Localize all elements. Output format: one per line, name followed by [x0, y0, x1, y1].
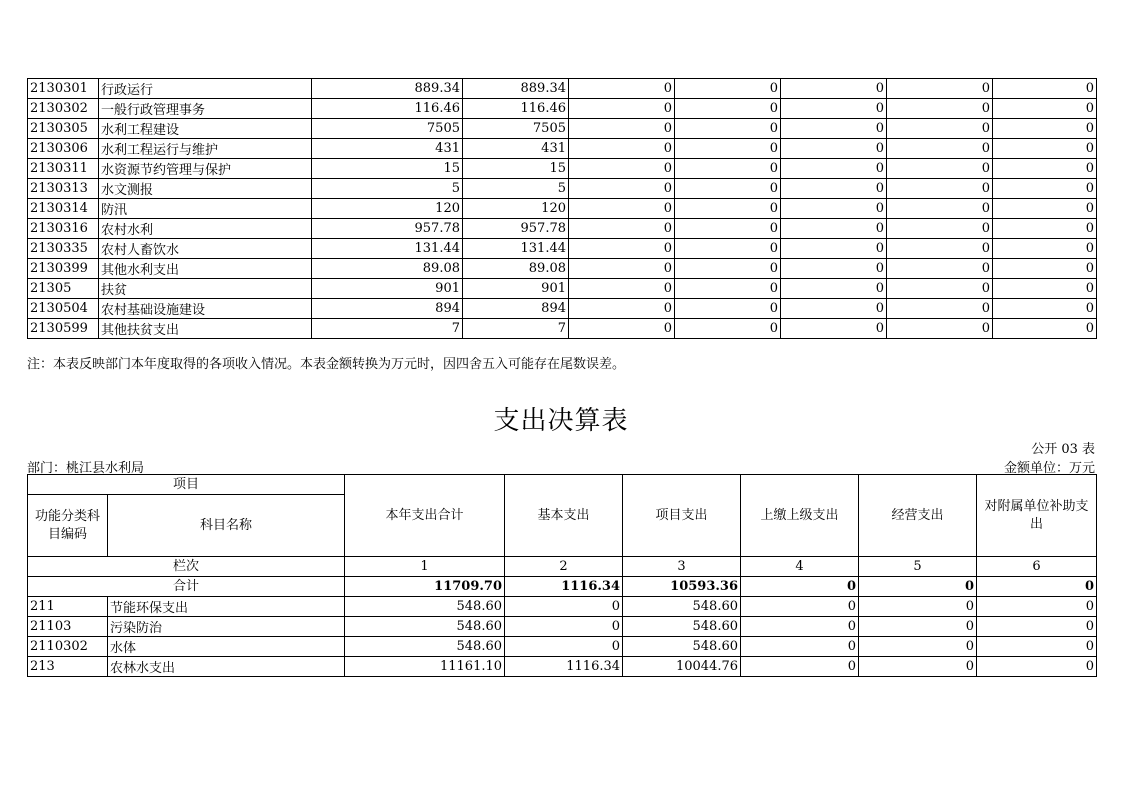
row-value: 0: [993, 79, 1097, 99]
row-code: 2130313: [28, 179, 99, 199]
table-row: [28, 179, 1097, 199]
row-value: 0: [675, 79, 781, 99]
row-value: 131.44: [312, 239, 463, 259]
row-value: 0: [887, 139, 993, 159]
row-code: 2130311: [28, 159, 99, 179]
column-number: 6: [977, 557, 1097, 577]
row-value: 0: [859, 637, 977, 657]
row-value: 548.60: [623, 597, 741, 617]
row-value: 0: [887, 279, 993, 299]
header-code: 功能分类科目编码: [28, 495, 108, 557]
total-row: [28, 577, 1097, 597]
row-value: 0: [993, 139, 1097, 159]
row-value: 0: [569, 299, 675, 319]
row-name: 防汛: [99, 199, 312, 219]
table-row: [28, 239, 1097, 259]
row-code: 2130302: [28, 99, 99, 119]
row-value: 894: [463, 299, 569, 319]
row-value: 0: [569, 279, 675, 299]
row-value: 0: [675, 239, 781, 259]
table-row: [28, 597, 1097, 617]
row-value: 0: [887, 319, 993, 339]
row-value: 0: [505, 637, 623, 657]
row-value: 0: [505, 597, 623, 617]
row-value: 10044.76: [623, 657, 741, 677]
row-value: 0: [977, 597, 1097, 617]
row-value: 0: [675, 259, 781, 279]
row-value: 116.46: [312, 99, 463, 119]
total-value: 0: [741, 577, 859, 597]
row-value: 0: [569, 259, 675, 279]
row-code: 2110302: [28, 637, 108, 657]
column-number: 5: [859, 557, 977, 577]
table-row: [28, 299, 1097, 319]
row-value: 0: [741, 597, 859, 617]
row-value: 0: [887, 99, 993, 119]
row-value: 0: [569, 79, 675, 99]
row-name: 节能环保支出: [108, 597, 345, 617]
total-value: 0: [859, 577, 977, 597]
row-value: 957.78: [312, 219, 463, 239]
row-value: 7505: [312, 119, 463, 139]
row-value: 0: [887, 119, 993, 139]
row-value: 431: [312, 139, 463, 159]
table-row: [28, 199, 1097, 219]
row-value: 116.46: [463, 99, 569, 119]
row-code: 2130305: [28, 119, 99, 139]
header-basic: 基本支出: [505, 475, 623, 557]
header-project-expense: 项目支出: [623, 475, 741, 557]
expense-table: [27, 474, 1097, 677]
row-value: 894: [312, 299, 463, 319]
total-value: 10593.36: [623, 577, 741, 597]
row-value: 0: [569, 179, 675, 199]
row-value: 889.34: [463, 79, 569, 99]
header-upper: 上缴上级支出: [741, 475, 859, 557]
expense-table-body: [28, 475, 1097, 677]
column-number: 1: [345, 557, 505, 577]
row-value: 548.60: [345, 597, 505, 617]
row-value: 0: [781, 159, 887, 179]
row-code: 2130316: [28, 219, 99, 239]
row-value: 15: [463, 159, 569, 179]
row-value: 89.08: [463, 259, 569, 279]
row-value: 0: [977, 617, 1097, 637]
row-value: 901: [463, 279, 569, 299]
department-label: 部门：桃江县水利局: [27, 461, 145, 476]
row-value: 0: [887, 179, 993, 199]
table-row: [28, 119, 1097, 139]
table-number: 公开 03 表: [1031, 442, 1095, 457]
row-value: 0: [781, 179, 887, 199]
row-value: 0: [569, 239, 675, 259]
row-value: 889.34: [312, 79, 463, 99]
row-value: 0: [675, 159, 781, 179]
row-value: 0: [859, 617, 977, 637]
row-value: 0: [675, 199, 781, 219]
row-code: 2130306: [28, 139, 99, 159]
column-number: 2: [505, 557, 623, 577]
row-code: 2130599: [28, 319, 99, 339]
row-value: 0: [569, 99, 675, 119]
row-code: 21103: [28, 617, 108, 637]
header-project: 项目: [28, 475, 345, 495]
column-number: 3: [623, 557, 741, 577]
row-value: 7: [312, 319, 463, 339]
row-value: 0: [993, 319, 1097, 339]
row-value: 131.44: [463, 239, 569, 259]
table-row: [28, 279, 1097, 299]
total-value: 0: [977, 577, 1097, 597]
row-value: 0: [505, 617, 623, 637]
table-row: [28, 617, 1097, 637]
row-value: 0: [569, 319, 675, 339]
row-name: 污染防治: [108, 617, 345, 637]
table-row: [28, 79, 1097, 99]
row-code: 2130399: [28, 259, 99, 279]
row-code: 213: [28, 657, 108, 677]
row-name: 农村基础设施建设: [99, 299, 312, 319]
row-value: 0: [675, 299, 781, 319]
table-row: [28, 319, 1097, 339]
income-table: [27, 78, 1097, 339]
row-value: 0: [887, 79, 993, 99]
row-name: 水利工程运行与维护: [99, 139, 312, 159]
row-value: 0: [781, 199, 887, 219]
table-row: [28, 657, 1097, 677]
row-name: 水资源节约管理与保护: [99, 159, 312, 179]
row-value: 1116.34: [505, 657, 623, 677]
row-value: 0: [993, 119, 1097, 139]
row-value: 0: [887, 199, 993, 219]
row-name: 农林水支出: [108, 657, 345, 677]
row-value: 5: [463, 179, 569, 199]
row-value: 0: [977, 637, 1097, 657]
row-value: 11161.10: [345, 657, 505, 677]
unit-label: 金额单位：万元: [1003, 461, 1095, 476]
table-row: [28, 637, 1097, 657]
row-value: 957.78: [463, 219, 569, 239]
row-value: 89.08: [312, 259, 463, 279]
row-value: 0: [887, 299, 993, 319]
row-value: 0: [781, 79, 887, 99]
row-value: 0: [569, 219, 675, 239]
row-value: 7505: [463, 119, 569, 139]
row-value: 0: [741, 657, 859, 677]
row-value: 0: [993, 159, 1097, 179]
row-name: 农村人畜饮水: [99, 239, 312, 259]
row-value: 15: [312, 159, 463, 179]
row-value: 0: [781, 219, 887, 239]
row-code: 2130314: [28, 199, 99, 219]
row-name: 水体: [108, 637, 345, 657]
row-value: 0: [781, 299, 887, 319]
total-value: 1116.34: [505, 577, 623, 597]
row-value: 0: [675, 99, 781, 119]
row-value: 0: [675, 279, 781, 299]
row-value: 0: [741, 637, 859, 657]
row-value: 0: [569, 159, 675, 179]
row-value: 901: [312, 279, 463, 299]
header-business: 经营支出: [859, 475, 977, 557]
row-value: 120: [463, 199, 569, 219]
row-value: 431: [463, 139, 569, 159]
row-value: 0: [993, 199, 1097, 219]
row-value: 0: [781, 139, 887, 159]
table-row: [28, 259, 1097, 279]
column-row-label: 栏次: [28, 557, 345, 577]
table-row: [28, 219, 1097, 239]
total-label: 合计: [28, 577, 345, 597]
row-value: 0: [781, 319, 887, 339]
row-code: 2130335: [28, 239, 99, 259]
header-row: [28, 475, 1097, 495]
row-code: 2130504: [28, 299, 99, 319]
row-value: 0: [887, 159, 993, 179]
table-note: 注：本表反映部门本年度取得的各项收入情况。本表金额转换为万元时，因四舍五入可能存在尾数误差。: [27, 357, 626, 372]
row-name: 其他水利支出: [99, 259, 312, 279]
column-number-row: [28, 557, 1097, 577]
row-value: 0: [993, 299, 1097, 319]
row-value: 0: [993, 239, 1097, 259]
total-value: 11709.70: [345, 577, 505, 597]
table-row: [28, 159, 1097, 179]
row-value: 548.60: [623, 637, 741, 657]
row-value: 5: [312, 179, 463, 199]
row-name: 水文测报: [99, 179, 312, 199]
row-value: 0: [781, 119, 887, 139]
row-value: 0: [569, 139, 675, 159]
row-value: 0: [741, 617, 859, 637]
row-value: 0: [781, 259, 887, 279]
row-code: 2130301: [28, 79, 99, 99]
header-subject: 科目名称: [108, 495, 345, 557]
row-value: 548.60: [345, 637, 505, 657]
row-value: 0: [993, 99, 1097, 119]
row-name: 扶贫: [99, 279, 312, 299]
row-value: 0: [569, 199, 675, 219]
header-total: 本年支出合计: [345, 475, 505, 557]
row-value: 0: [887, 259, 993, 279]
row-value: 0: [993, 279, 1097, 299]
income-table-body: [28, 79, 1097, 339]
row-value: 0: [859, 597, 977, 617]
row-value: 0: [781, 279, 887, 299]
row-value: 0: [675, 119, 781, 139]
column-number: 4: [741, 557, 859, 577]
row-code: 21305: [28, 279, 99, 299]
row-value: 120: [312, 199, 463, 219]
row-value: 0: [781, 99, 887, 119]
row-name: 行政运行: [99, 79, 312, 99]
table-row: [28, 139, 1097, 159]
row-value: 548.60: [345, 617, 505, 637]
row-value: 0: [675, 319, 781, 339]
page-title: 支出决算表: [493, 406, 629, 436]
row-value: 0: [675, 219, 781, 239]
row-name: 其他扶贫支出: [99, 319, 312, 339]
row-value: 0: [887, 239, 993, 259]
row-name: 一般行政管理事务: [99, 99, 312, 119]
row-value: 0: [993, 259, 1097, 279]
row-value: 0: [977, 657, 1097, 677]
header-subsidy: 对附属单位补助支出: [977, 475, 1097, 557]
row-value: 0: [887, 219, 993, 239]
table-row: [28, 99, 1097, 119]
row-value: 7: [463, 319, 569, 339]
row-value: 0: [859, 657, 977, 677]
row-value: 548.60: [623, 617, 741, 637]
row-code: 211: [28, 597, 108, 617]
row-name: 水利工程建设: [99, 119, 312, 139]
row-value: 0: [781, 239, 887, 259]
row-value: 0: [675, 139, 781, 159]
row-name: 农村水利: [99, 219, 312, 239]
row-value: 0: [569, 119, 675, 139]
row-value: 0: [675, 179, 781, 199]
row-value: 0: [993, 179, 1097, 199]
row-value: 0: [993, 219, 1097, 239]
